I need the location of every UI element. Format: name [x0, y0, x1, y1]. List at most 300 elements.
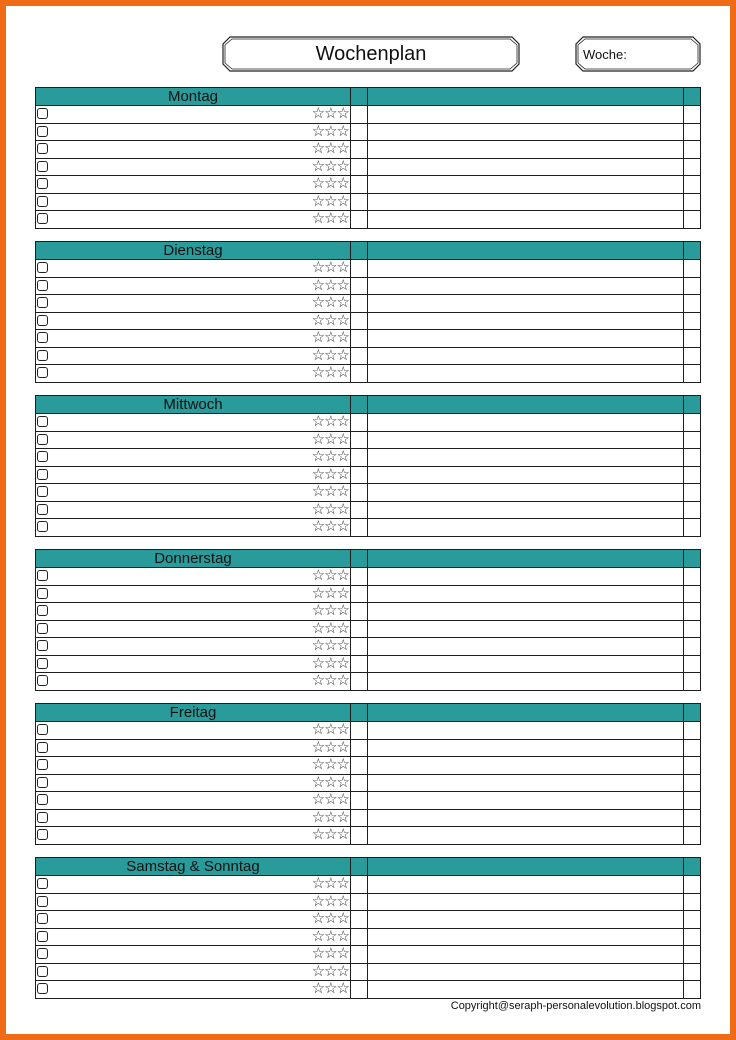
done-cell[interactable]: [684, 964, 700, 981]
day-block: [35, 703, 701, 845]
day-header-row: [36, 704, 700, 721]
task-row: [36, 739, 700, 757]
task-field[interactable]: [36, 792, 351, 809]
task-checkbox[interactable]: [37, 983, 48, 994]
task-row: [36, 105, 700, 123]
task-field[interactable]: [36, 810, 351, 827]
task-field[interactable]: [36, 124, 351, 141]
done-cell[interactable]: [684, 484, 700, 501]
notes-field[interactable]: [368, 141, 684, 158]
priority-stars-icon[interactable]: ☆☆☆: [311, 346, 349, 364]
notes-field[interactable]: [368, 484, 684, 501]
header-cell: [351, 550, 368, 567]
priority-stars-icon[interactable]: ☆☆☆: [311, 105, 349, 122]
notes-field[interactable]: [368, 876, 684, 893]
task-field[interactable]: [36, 414, 351, 431]
task-checkbox[interactable]: [37, 108, 48, 119]
task-checkbox[interactable]: [37, 213, 48, 224]
notes-field[interactable]: [368, 568, 684, 585]
task-checkbox[interactable]: [37, 913, 48, 924]
task-checkbox[interactable]: [37, 315, 48, 326]
priority-stars-icon[interactable]: ☆☆☆: [311, 259, 349, 276]
task-checkbox[interactable]: [37, 658, 48, 669]
priority-stars-icon[interactable]: ☆☆☆: [311, 584, 349, 602]
header-cell: [351, 858, 368, 875]
task-row: [36, 721, 700, 739]
spacer-cell: [351, 757, 368, 774]
priority-stars-icon[interactable]: ☆☆☆: [311, 654, 349, 672]
spacer-cell: [351, 348, 368, 365]
notes-field[interactable]: [368, 414, 684, 431]
spacer-cell: [351, 792, 368, 809]
spacer-cell: [351, 260, 368, 277]
task-checkbox[interactable]: [37, 469, 48, 480]
spacer-cell: [351, 159, 368, 176]
task-field[interactable]: [36, 519, 351, 536]
notes-field[interactable]: [368, 106, 684, 123]
notes-field[interactable]: [368, 278, 684, 295]
notes-field[interactable]: [368, 894, 684, 911]
task-checkbox[interactable]: [37, 161, 48, 172]
priority-stars-icon[interactable]: ☆☆☆: [311, 465, 349, 483]
task-checkbox[interactable]: [37, 588, 48, 599]
priority-stars-icon[interactable]: ☆☆☆: [311, 808, 349, 826]
notes-field[interactable]: [368, 964, 684, 981]
task-field[interactable]: [36, 176, 351, 193]
priority-stars-icon[interactable]: ☆☆☆: [311, 826, 349, 843]
priority-stars-icon[interactable]: ☆☆☆: [311, 945, 349, 962]
task-row: [36, 364, 700, 382]
spacer-cell: [351, 740, 368, 757]
task-checkbox[interactable]: [37, 605, 48, 616]
spacer-cell: [351, 365, 368, 382]
task-checkbox[interactable]: [37, 829, 48, 840]
spacer-cell: [351, 141, 368, 158]
notes-field[interactable]: [368, 124, 684, 141]
task-checkbox[interactable]: [37, 332, 48, 343]
done-cell[interactable]: [684, 106, 700, 123]
notes-field[interactable]: [368, 519, 684, 536]
task-row: [36, 963, 700, 981]
priority-stars-icon[interactable]: ☆☆☆: [311, 311, 349, 329]
done-cell[interactable]: [684, 740, 700, 757]
task-field[interactable]: [36, 330, 351, 347]
task-row: [36, 501, 700, 519]
task-field[interactable]: [36, 722, 351, 739]
day-block: [35, 549, 701, 691]
notes-field[interactable]: [368, 330, 684, 347]
priority-stars-icon[interactable]: ☆☆☆: [311, 875, 349, 892]
priority-stars-icon[interactable]: ☆☆☆: [311, 756, 349, 773]
priority-stars-icon[interactable]: ☆☆☆: [311, 448, 349, 465]
day-header-cell: [36, 858, 351, 875]
task-field[interactable]: [36, 432, 351, 449]
task-checkbox[interactable]: [37, 451, 48, 462]
done-cell[interactable]: [684, 656, 700, 673]
notes-field[interactable]: [368, 313, 684, 330]
task-field[interactable]: [36, 141, 351, 158]
spacer-cell: [351, 519, 368, 536]
done-cell[interactable]: [684, 278, 700, 295]
task-field[interactable]: [36, 827, 351, 844]
task-field[interactable]: [36, 194, 351, 211]
day-label: Donnerstag: [154, 550, 232, 567]
done-cell[interactable]: [684, 124, 700, 141]
task-checkbox[interactable]: [37, 878, 48, 889]
day-header-cell: [36, 396, 351, 413]
task-checkbox[interactable]: [37, 486, 48, 497]
notes-field[interactable]: [368, 981, 684, 998]
task-field[interactable]: [36, 313, 351, 330]
task-field[interactable]: [36, 348, 351, 365]
task-field[interactable]: [36, 211, 351, 228]
task-row: [36, 928, 700, 946]
notes-field[interactable]: [368, 176, 684, 193]
done-cell[interactable]: [684, 159, 700, 176]
header-cell: [684, 88, 700, 105]
task-row: [36, 791, 700, 809]
task-field[interactable]: [36, 911, 351, 928]
done-cell[interactable]: [684, 519, 700, 536]
task-field[interactable]: [36, 946, 351, 963]
notes-field[interactable]: [368, 211, 684, 228]
day-block: [35, 395, 701, 537]
spacer-cell: [351, 722, 368, 739]
task-field[interactable]: [36, 757, 351, 774]
notes-field[interactable]: [368, 740, 684, 757]
task-row: [36, 637, 700, 655]
header-cell: [368, 396, 684, 413]
done-cell[interactable]: [684, 141, 700, 158]
task-field[interactable]: [36, 894, 351, 911]
notes-field[interactable]: [368, 946, 684, 963]
task-row: [36, 259, 700, 277]
header-cell: [368, 704, 684, 721]
task-row: [36, 466, 700, 484]
done-cell[interactable]: [684, 313, 700, 330]
priority-stars-icon[interactable]: ☆☆☆: [311, 122, 349, 140]
done-cell[interactable]: [684, 775, 700, 792]
spacer-cell: [351, 211, 368, 228]
priority-stars-icon[interactable]: ☆☆☆: [311, 637, 349, 654]
task-checkbox[interactable]: [37, 178, 48, 189]
task-field[interactable]: [36, 775, 351, 792]
task-field[interactable]: [36, 740, 351, 757]
title-box: [222, 36, 520, 72]
task-field[interactable]: [36, 568, 351, 585]
priority-stars-icon[interactable]: ☆☆☆: [311, 157, 349, 175]
notes-field[interactable]: [368, 911, 684, 928]
spacer-cell: [351, 810, 368, 827]
task-field[interactable]: [36, 981, 351, 998]
week-label: Woche:: [583, 46, 627, 62]
done-cell[interactable]: [684, 722, 700, 739]
task-checkbox[interactable]: [37, 724, 48, 735]
done-cell[interactable]: [684, 330, 700, 347]
priority-stars-icon[interactable]: ☆☆☆: [311, 294, 349, 311]
header-cell: [351, 242, 368, 259]
notes-field[interactable]: [368, 603, 684, 620]
task-checkbox[interactable]: [37, 931, 48, 942]
spacer-cell: [351, 586, 368, 603]
task-field[interactable]: [36, 502, 351, 519]
task-checkbox[interactable]: [37, 948, 48, 959]
task-checkbox[interactable]: [37, 966, 48, 977]
day-header-row: [36, 88, 700, 105]
done-cell[interactable]: [684, 757, 700, 774]
notes-field[interactable]: [368, 673, 684, 690]
spacer-cell: [351, 313, 368, 330]
notes-field[interactable]: [368, 757, 684, 774]
task-row: [36, 945, 700, 963]
notes-field[interactable]: [368, 295, 684, 312]
notes-field[interactable]: [368, 449, 684, 466]
spacer-cell: [351, 929, 368, 946]
header-cell: [351, 88, 368, 105]
day-header-row: [36, 396, 700, 413]
priority-stars-icon[interactable]: ☆☆☆: [311, 892, 349, 910]
priority-stars-icon[interactable]: ☆☆☆: [311, 329, 349, 346]
spacer-cell: [351, 484, 368, 501]
spacer-cell: [351, 894, 368, 911]
spacer-cell: [351, 981, 368, 998]
day-header-row: [36, 242, 700, 259]
notes-field[interactable]: [368, 792, 684, 809]
task-row: [36, 980, 700, 998]
notes-field[interactable]: [368, 775, 684, 792]
spacer-cell: [351, 124, 368, 141]
task-checkbox[interactable]: [37, 640, 48, 651]
task-field[interactable]: [36, 621, 351, 638]
notes-field[interactable]: [368, 656, 684, 673]
done-cell[interactable]: [684, 603, 700, 620]
done-cell[interactable]: [684, 621, 700, 638]
day-header-cell: [36, 704, 351, 721]
priority-stars-icon[interactable]: ☆☆☆: [311, 175, 349, 192]
task-row: [36, 193, 700, 211]
task-checkbox[interactable]: [37, 794, 48, 805]
task-row: [36, 672, 700, 690]
notes-field[interactable]: [368, 260, 684, 277]
task-checkbox[interactable]: [37, 196, 48, 207]
task-row: [36, 294, 700, 312]
priority-stars-icon[interactable]: ☆☆☆: [311, 962, 349, 980]
task-field[interactable]: [36, 159, 351, 176]
done-cell[interactable]: [684, 414, 700, 431]
task-checkbox[interactable]: [37, 570, 48, 581]
done-cell[interactable]: [684, 792, 700, 809]
task-checkbox[interactable]: [37, 521, 48, 532]
task-field[interactable]: [36, 876, 351, 893]
spacer-cell: [351, 911, 368, 928]
task-field[interactable]: [36, 106, 351, 123]
task-row: [36, 123, 700, 141]
done-cell[interactable]: [684, 586, 700, 603]
notes-field[interactable]: [368, 467, 684, 484]
header-cell: [368, 550, 684, 567]
priority-stars-icon[interactable]: ☆☆☆: [311, 721, 349, 738]
task-field[interactable]: [36, 484, 351, 501]
task-row: [36, 483, 700, 501]
task-field[interactable]: [36, 586, 351, 603]
done-cell[interactable]: [684, 467, 700, 484]
day-header-row: [36, 858, 700, 875]
task-field[interactable]: [36, 656, 351, 673]
day-header-row: [36, 550, 700, 567]
task-row: [36, 347, 700, 365]
spacer-cell: [351, 432, 368, 449]
priority-stars-icon[interactable]: ☆☆☆: [311, 927, 349, 945]
task-checkbox[interactable]: [37, 742, 48, 753]
notes-field[interactable]: [368, 159, 684, 176]
task-checkbox[interactable]: [37, 350, 48, 361]
task-row: [36, 875, 700, 893]
notes-field[interactable]: [368, 432, 684, 449]
priority-stars-icon[interactable]: ☆☆☆: [311, 738, 349, 756]
header-cell: [351, 704, 368, 721]
day-label: Freitag: [169, 704, 217, 721]
done-cell[interactable]: [684, 876, 700, 893]
task-checkbox[interactable]: [37, 143, 48, 154]
priority-stars-icon[interactable]: ☆☆☆: [311, 619, 349, 637]
task-checkbox[interactable]: [37, 367, 48, 378]
notes-field[interactable]: [368, 929, 684, 946]
spacer-cell: [351, 946, 368, 963]
done-cell[interactable]: [684, 911, 700, 928]
done-cell[interactable]: [684, 894, 700, 911]
week-box[interactable]: [575, 36, 701, 72]
task-row: [36, 518, 700, 536]
priority-stars-icon[interactable]: ☆☆☆: [311, 773, 349, 791]
done-cell[interactable]: [684, 810, 700, 827]
task-field[interactable]: [36, 260, 351, 277]
done-cell[interactable]: [684, 946, 700, 963]
task-checkbox[interactable]: [37, 126, 48, 137]
task-checkbox[interactable]: [37, 262, 48, 273]
notes-field[interactable]: [368, 827, 684, 844]
day-label: Samstag & Sonntag: [126, 858, 260, 875]
task-field[interactable]: [36, 964, 351, 981]
task-row: [36, 756, 700, 774]
done-cell[interactable]: [684, 295, 700, 312]
notes-field[interactable]: [368, 621, 684, 638]
task-field[interactable]: [36, 929, 351, 946]
task-checkbox[interactable]: [37, 777, 48, 788]
done-cell[interactable]: [684, 981, 700, 998]
notes-field[interactable]: [368, 365, 684, 382]
spacer-cell: [351, 330, 368, 347]
task-field[interactable]: [36, 673, 351, 690]
task-checkbox[interactable]: [37, 812, 48, 823]
task-row: [36, 655, 700, 673]
priority-stars-icon[interactable]: ☆☆☆: [311, 980, 349, 997]
spacer-cell: [351, 876, 368, 893]
header-cell: [368, 242, 684, 259]
priority-stars-icon[interactable]: ☆☆☆: [311, 430, 349, 448]
notes-field[interactable]: [368, 348, 684, 365]
priority-stars-icon[interactable]: ☆☆☆: [311, 567, 349, 584]
done-cell[interactable]: [684, 211, 700, 228]
task-checkbox[interactable]: [37, 434, 48, 445]
priority-stars-icon[interactable]: ☆☆☆: [311, 500, 349, 518]
task-checkbox[interactable]: [37, 280, 48, 291]
done-cell[interactable]: [684, 194, 700, 211]
day-header-cell: [36, 88, 351, 105]
done-cell[interactable]: [684, 449, 700, 466]
priority-stars-icon[interactable]: ☆☆☆: [311, 140, 349, 157]
priority-stars-icon[interactable]: ☆☆☆: [311, 276, 349, 294]
done-cell[interactable]: [684, 827, 700, 844]
header-cell: [368, 858, 684, 875]
done-cell[interactable]: [684, 348, 700, 365]
done-cell[interactable]: [684, 673, 700, 690]
task-checkbox[interactable]: [37, 675, 48, 686]
task-row: [36, 329, 700, 347]
task-field[interactable]: [36, 603, 351, 620]
priority-stars-icon[interactable]: ☆☆☆: [311, 791, 349, 808]
done-cell[interactable]: [684, 260, 700, 277]
done-cell[interactable]: [684, 365, 700, 382]
spacer-cell: [351, 621, 368, 638]
task-row: [36, 567, 700, 585]
task-checkbox[interactable]: [37, 623, 48, 634]
task-field[interactable]: [36, 449, 351, 466]
done-cell[interactable]: [684, 502, 700, 519]
task-checkbox[interactable]: [37, 504, 48, 515]
notes-field[interactable]: [368, 502, 684, 519]
task-checkbox[interactable]: [37, 297, 48, 308]
priority-stars-icon[interactable]: ☆☆☆: [311, 483, 349, 500]
notes-field[interactable]: [368, 722, 684, 739]
priority-stars-icon[interactable]: ☆☆☆: [311, 518, 349, 535]
task-checkbox[interactable]: [37, 416, 48, 427]
priority-stars-icon[interactable]: ☆☆☆: [311, 672, 349, 689]
task-row: [36, 140, 700, 158]
priority-stars-icon[interactable]: ☆☆☆: [311, 602, 349, 619]
done-cell[interactable]: [684, 568, 700, 585]
task-row: [36, 893, 700, 911]
done-cell[interactable]: [684, 432, 700, 449]
task-field[interactable]: [36, 365, 351, 382]
notes-field[interactable]: [368, 810, 684, 827]
spacer-cell: [351, 176, 368, 193]
header-cell: [684, 396, 700, 413]
priority-stars-icon[interactable]: ☆☆☆: [311, 364, 349, 381]
spacer-cell: [351, 467, 368, 484]
header-cell: [684, 704, 700, 721]
task-field[interactable]: [36, 638, 351, 655]
task-checkbox[interactable]: [37, 896, 48, 907]
task-field[interactable]: [36, 295, 351, 312]
spacer-cell: [351, 964, 368, 981]
task-row: [36, 175, 700, 193]
done-cell[interactable]: [684, 638, 700, 655]
priority-stars-icon[interactable]: ☆☆☆: [311, 910, 349, 927]
notes-field[interactable]: [368, 638, 684, 655]
task-field[interactable]: [36, 467, 351, 484]
notes-field[interactable]: [368, 194, 684, 211]
done-cell[interactable]: [684, 929, 700, 946]
priority-stars-icon[interactable]: ☆☆☆: [311, 413, 349, 430]
header-cell: [351, 396, 368, 413]
notes-field[interactable]: [368, 586, 684, 603]
task-checkbox[interactable]: [37, 759, 48, 770]
priority-stars-icon[interactable]: ☆☆☆: [311, 192, 349, 210]
priority-stars-icon[interactable]: ☆☆☆: [311, 210, 349, 227]
done-cell[interactable]: [684, 176, 700, 193]
task-row: [36, 277, 700, 295]
task-field[interactable]: [36, 278, 351, 295]
